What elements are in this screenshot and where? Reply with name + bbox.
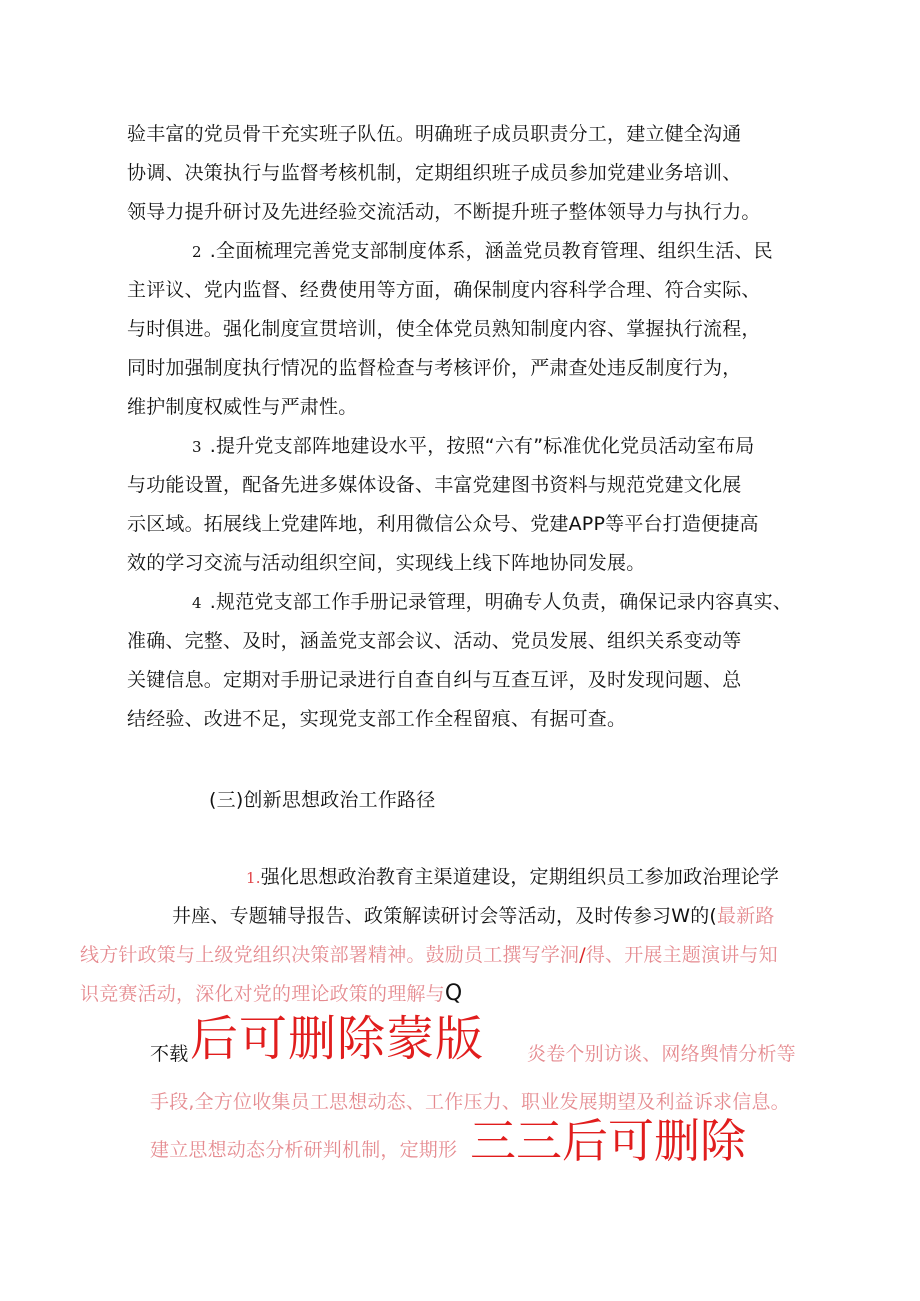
paragraph5-line1 [246, 864, 779, 891]
paragraph5-line2-black: 井座、专题辅导报告、政策解读研讨会等活动，及时传参习W的( [172, 905, 718, 927]
paragraph3-line3: 示区域。拓展线上党建阵地，利用微信公众号、党建APP等平台打造便捷高 [127, 513, 759, 535]
paragraph5-line3-slash: / [579, 944, 586, 966]
paragraph5-line7: 建立思想动态分析研判机制，定期形 [150, 1139, 458, 1161]
paragraph5-number: 1. [246, 869, 261, 887]
paragraph1-line3: 领导力提升研讨及先进经验交流活动，不断提升班子整体领导力与执行力。 [127, 201, 761, 223]
paragraph3-line1 [192, 433, 754, 460]
paragraph5-line5-left: 不载 [150, 1043, 189, 1065]
paragraph3-line2: 与功能设置，配备先进多媒体设备、丰富党建图书资料与规范党建文化展 [127, 474, 742, 496]
paragraph2-line5: 维护制度权威性与严肃性。 [127, 396, 358, 418]
paragraph4-line3: 关键信息。定期对手册记录进行自查自纠与互查互评，及时发现问题、总 [127, 669, 742, 691]
paragraph5-line6: 手段,全方位收集员工思想动态、工作压力、职业发展期望及利益诉求信息。 [150, 1091, 790, 1113]
paragraph4-number: 4 [192, 594, 202, 612]
paragraph2-line2: 主评议、党内监督、经费使用等方面，确保制度内容科学合理、符合实际、 [127, 279, 761, 301]
paragraph2-line4: 同时加强制度执行情况的监督检查与考核评价，严肃查处违反制度行为， [127, 357, 742, 379]
paragraph5-line4 [80, 981, 462, 1007]
watermark-remove-after: 三三后可删除 [470, 1114, 746, 1168]
paragraph1-line1: 验丰富的党员骨干充实班子队伍。明确班子成员职责分工，建立健全沟通 [127, 123, 742, 145]
paragraph5-line2 [172, 903, 775, 929]
paragraph5-line1-text: 强化思想政治教育主渠道建设，定期组织员工参加政治理论学 [260, 866, 780, 888]
paragraph4-line4: 结经验、改进不足，实现党支部工作全程留痕、有据可查。 [127, 708, 627, 730]
paragraph5-line4-q: Q [444, 981, 463, 1006]
paragraph5-line3-pink-b: 得、开展主题演讲与知 [585, 944, 778, 966]
paragraph5-line2-pink: 最新路 [717, 905, 775, 927]
paragraph5-line5-right: 炎卷个别访谈、网络舆情分析等 [527, 1043, 796, 1065]
paragraph3-line1-text: .提升党支部阵地建设水平，按照“六有”标准优化党员活动室布局 [209, 435, 755, 457]
paragraph4-line2: 准确、完整、及时，涵盖党支部会议、活动、党员发展、组织关系变动等 [127, 630, 742, 652]
paragraph2-line1-text: .全面梳理完善党支部制度体系，涵盖党员教育管理、组织生活、民 [209, 240, 773, 262]
paragraph5-line3-pink-a: 线方针政策与上级党组织决策部署精神。鼓励员工撰写学泂 [80, 944, 580, 966]
paragraph2-number: 2 [192, 243, 202, 261]
paragraph3-number: 3 [192, 438, 202, 456]
section-heading: (三)创新思想政治工作路径 [209, 789, 436, 811]
paragraph4-line1-text: .规范党支部工作手册记录管理，明确专人负责，确保记录内容真实、 [209, 591, 792, 613]
paragraph5-line3 [80, 942, 778, 968]
paragraph5-line4-pink: 识竞赛活动，深化对党的理论政策的理解与 [80, 983, 445, 1005]
paragraph2-line1 [192, 238, 773, 265]
paragraph4-line1 [192, 589, 792, 616]
watermark-remove-mask: 后可删除蒙版 [190, 1011, 485, 1067]
paragraph3-line4: 效的学习交流与活动组织空间，实现线上线下阵地协同发展。 [127, 552, 646, 574]
paragraph2-line3: 与时俱进。强化制度宣贯培训，使全体党员熟知制度内容、掌握执行流程， [127, 318, 761, 340]
paragraph1-line2: 协调、决策执行与监督考核机制，定期组织班子成员参加党建业务培训、 [127, 162, 742, 184]
